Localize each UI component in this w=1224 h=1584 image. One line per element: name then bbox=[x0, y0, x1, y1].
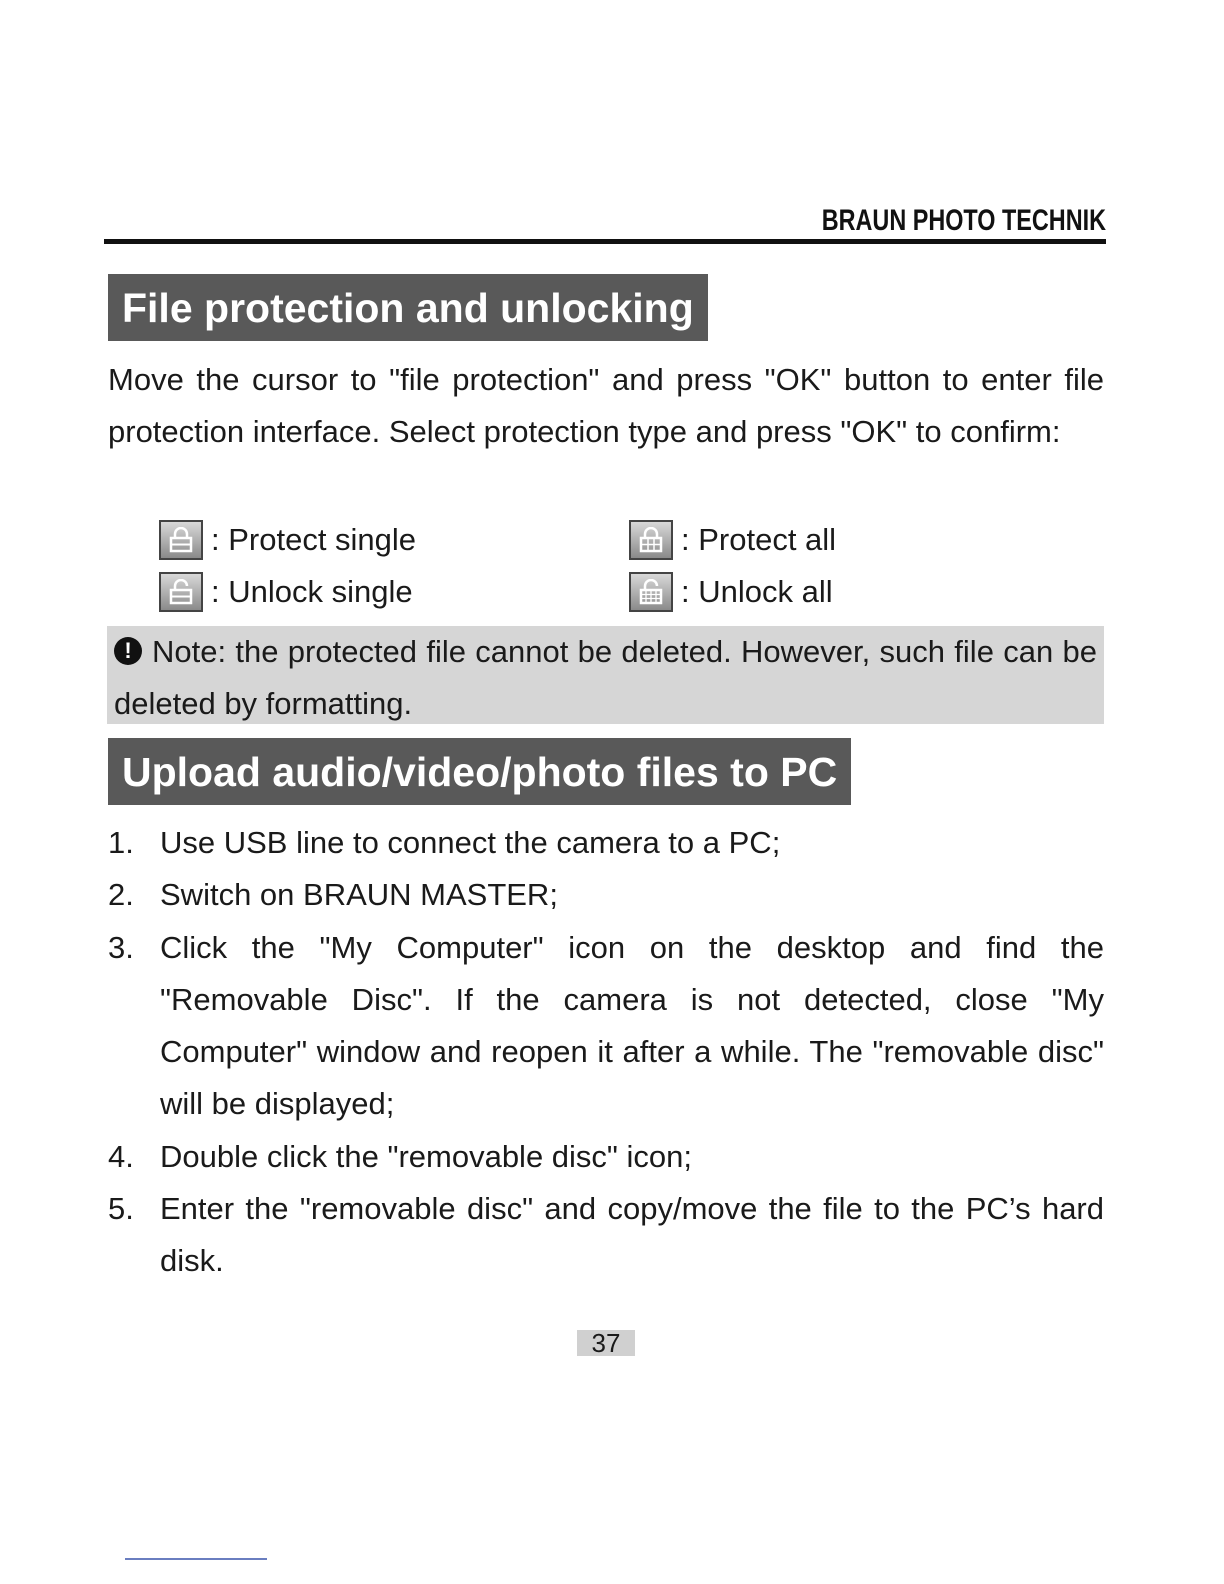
option-label: : Protect single bbox=[211, 522, 417, 557]
step-number: 2. bbox=[108, 877, 134, 913]
option-unlock-all bbox=[629, 572, 833, 612]
note-text: Note: the protected file cannot be deleted. However, such file can be deleted by formatting. bbox=[114, 634, 1097, 721]
option-label: : Protect all bbox=[681, 522, 837, 557]
list-item bbox=[108, 1131, 1104, 1183]
upload-steps bbox=[108, 817, 1104, 1288]
footer-line bbox=[125, 1558, 267, 1560]
step-text: Click the "My Computer" icon on the desktop and find the "Removable Disc". If the camera is not detected, close "My Computer" window and reopen it after a while. The "removable disc" will be displayed; bbox=[160, 929, 1104, 1122]
brand-header: BRAUN PHOTO TECHNIK bbox=[821, 204, 1106, 237]
list-item bbox=[108, 869, 1104, 921]
step-number: 1. bbox=[108, 825, 134, 860]
option-unlock-single bbox=[159, 572, 413, 612]
header-rule bbox=[104, 239, 1106, 244]
lock-open-icon bbox=[159, 572, 203, 612]
step-text: Switch on BRAUN MASTER; bbox=[160, 877, 558, 913]
exclamation-icon: ! bbox=[114, 637, 142, 665]
list-item bbox=[108, 1183, 1104, 1288]
option-protect-single bbox=[159, 520, 416, 560]
lock-all-icon bbox=[629, 520, 673, 560]
section-title-upload: Upload audio/video/photo files to PC bbox=[108, 738, 851, 805]
list-item bbox=[108, 922, 1104, 1131]
list-item bbox=[108, 817, 1104, 869]
option-protect-all bbox=[629, 520, 836, 560]
page-number: 37 bbox=[577, 1330, 635, 1356]
note-box bbox=[107, 626, 1104, 724]
protection-intro: Move the cursor to "file protection" and press "OK" button to enter file protection interface. Select protection type and press "OK" to confirm: bbox=[108, 362, 1104, 449]
step-text: Enter the "removable disc" and copy/move the file to the PC’s hard disk. bbox=[160, 1191, 1104, 1279]
section-title-file-protection: File protection and unlocking bbox=[108, 274, 708, 341]
step-text: Double click the "removable disc" icon; bbox=[160, 1138, 693, 1174]
option-label: : Unlock all bbox=[681, 574, 833, 609]
step-number: 3. bbox=[108, 929, 134, 965]
unlock-all-icon bbox=[629, 572, 673, 612]
step-number: 4. bbox=[108, 1138, 134, 1174]
option-label: : Unlock single bbox=[211, 574, 413, 609]
lock-closed-icon bbox=[159, 520, 203, 560]
step-text: Use USB line to connect the camera to a PC; bbox=[160, 825, 781, 860]
step-number: 5. bbox=[108, 1191, 134, 1227]
